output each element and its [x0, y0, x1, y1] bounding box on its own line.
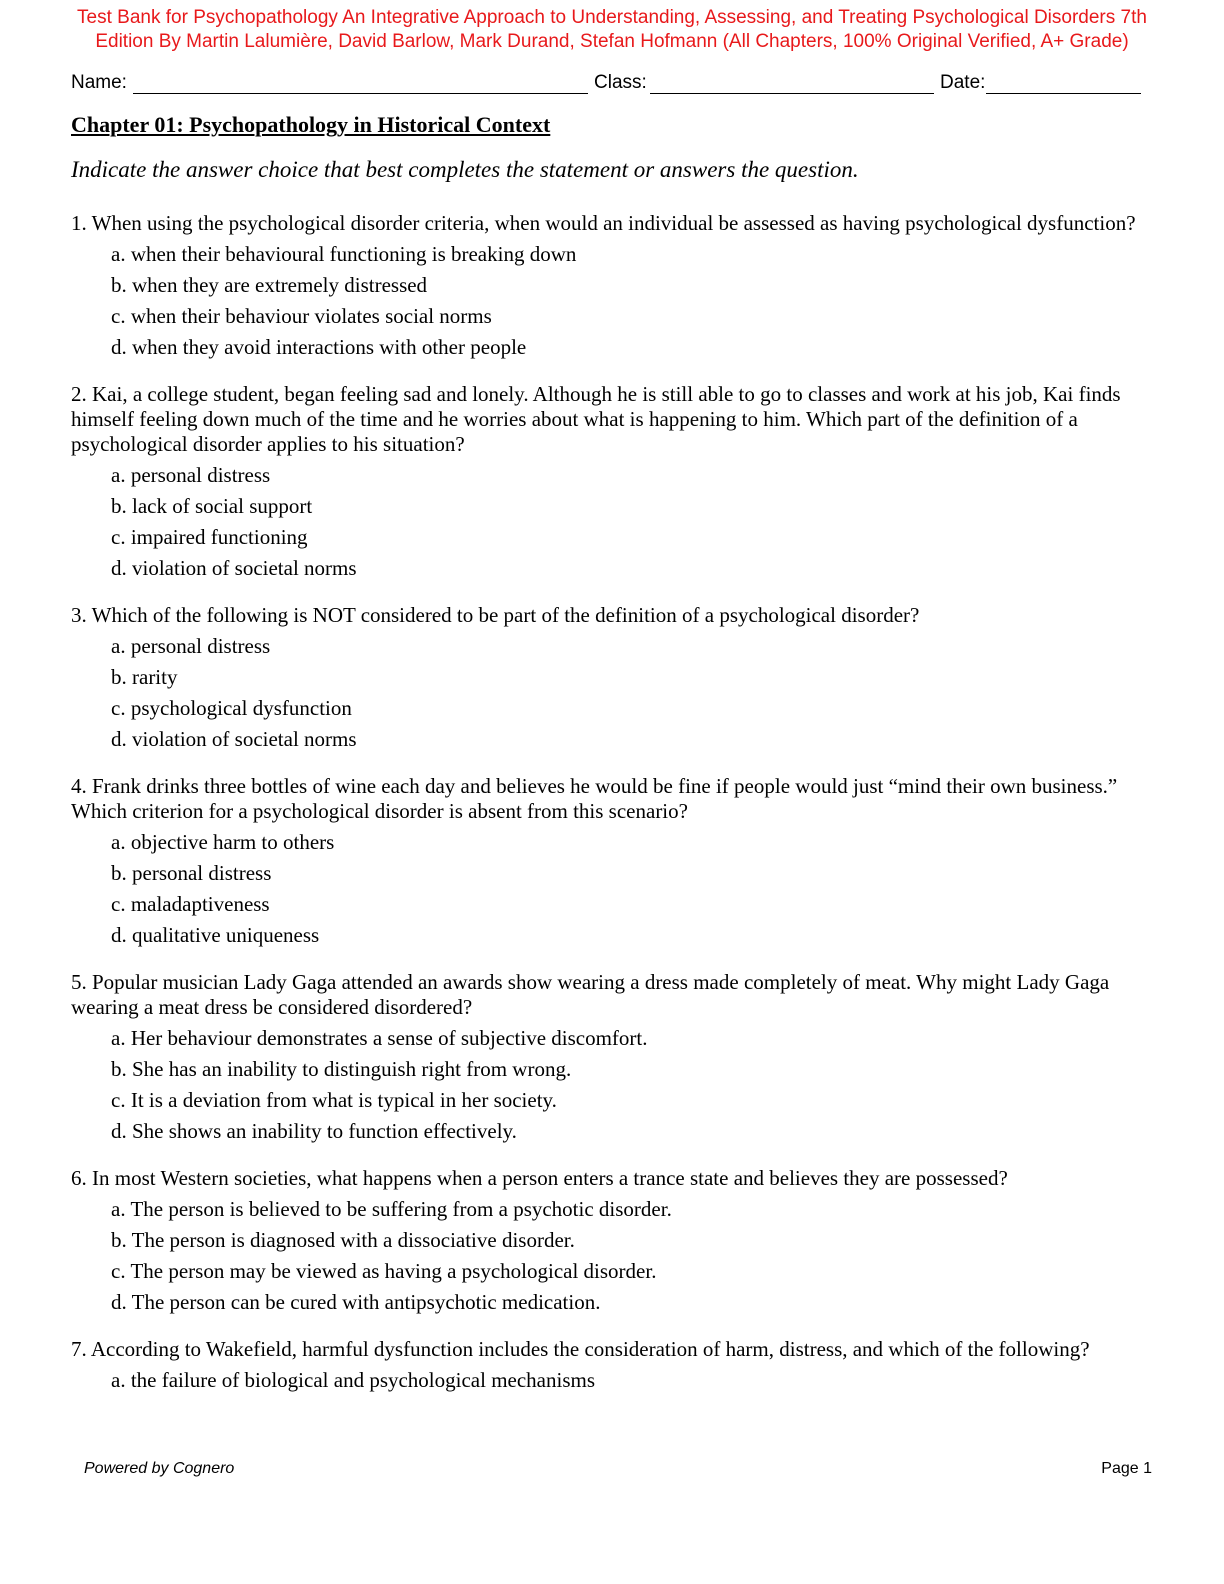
question-stem: 3. Which of the following is NOT considered to be part of the definition of a psychological disorder? — [71, 603, 920, 627]
answer-option: a. personal distress — [111, 463, 271, 487]
question-list — [71, 211, 1151, 1415]
answer-options — [71, 1023, 1151, 1147]
banner-line-1: Test Bank for Psychopathology An Integrative Approach to Understanding, Assessing, and Treating Psychological Disorders 7th — [77, 7, 1147, 28]
answer-option: a. The person is believed to be suffering from a psychotic disorder. — [111, 1197, 672, 1221]
powered-by: Powered by Cognero — [84, 1460, 235, 1477]
answer-option: d. violation of societal norms — [111, 556, 357, 580]
chapter-title: Chapter 01: Psychopathology in Historical Context — [71, 112, 551, 137]
answer-options — [71, 827, 1151, 951]
answer-option: b. The person is diagnosed with a dissociative disorder. — [111, 1228, 575, 1252]
name-field[interactable] — [133, 93, 588, 94]
answer-option: a. the failure of biological and psychological mechanisms — [111, 1368, 596, 1392]
page-number: Page 1 — [1101, 1460, 1152, 1477]
banner-line-2: Edition By Martin Lalumière, David Barlow, Mark Durand, Stefan Hofmann (All Chapters, 100% Original Verified, A+ Grade) — [95, 31, 1129, 52]
answer-options — [71, 239, 1151, 363]
date-field[interactable] — [986, 93, 1141, 94]
question-6 — [71, 1166, 1151, 1318]
question-stem: 4. Frank drinks three bottles of wine each day and believes he would be fine if people would just “mind their own business.” Which criterion for a psychological disorder is absent from this scenario? — [71, 774, 1118, 823]
student-info-row — [71, 72, 1141, 98]
answer-option: d. The person can be cured with antipsychotic medication. — [111, 1290, 601, 1314]
question-stem: 2. Kai, a college student, began feeling sad and lonely. Although he is still able to go to classes and work at his job, Kai finds himself feeling down much of the time and he worries about what is happening to him. Which part of the definition of a psychological disorder applies to his situation? — [71, 382, 1121, 456]
question-7 — [71, 1337, 1151, 1396]
answer-option: b. personal distress — [111, 861, 272, 885]
instructions: Indicate the answer choice that best completes the statement or answers the question. — [71, 157, 859, 182]
answer-option: b. She has an inability to distinguish right from wrong. — [111, 1057, 572, 1081]
question-stem: 6. In most Western societies, what happens when a person enters a trance state and believes they are possessed? — [71, 1166, 1008, 1190]
question-1 — [71, 211, 1151, 363]
answer-option: b. lack of social support — [111, 494, 313, 518]
answer-option: a. when their behavioural functioning is breaking down — [111, 242, 577, 266]
question-4 — [71, 774, 1151, 951]
answer-option: c. when their behaviour violates social norms — [111, 304, 492, 328]
answer-options — [71, 1365, 1151, 1396]
answer-options — [71, 460, 1151, 584]
class-label: Class: — [594, 72, 647, 93]
answer-options — [71, 1194, 1151, 1318]
name-label: Name: — [71, 72, 127, 93]
answer-options — [71, 631, 1151, 755]
answer-option: c. impaired functioning — [111, 525, 308, 549]
class-field[interactable] — [650, 93, 934, 94]
answer-option: b. when they are extremely distressed — [111, 273, 428, 297]
question-3 — [71, 603, 1151, 755]
answer-option: d. violation of societal norms — [111, 727, 357, 751]
answer-option: c. psychological dysfunction — [111, 696, 352, 720]
question-stem: 1. When using the psychological disorder criteria, when would an individual be assessed as having psychological dysfunction? — [71, 211, 1136, 235]
date-label: Date: — [940, 72, 986, 93]
answer-option: c. The person may be viewed as having a psychological disorder. — [111, 1259, 657, 1283]
answer-option: a. objective harm to others — [111, 830, 335, 854]
question-2 — [71, 382, 1151, 584]
answer-option: b. rarity — [111, 665, 178, 689]
answer-option: a. Her behaviour demonstrates a sense of subjective discomfort. — [111, 1026, 648, 1050]
answer-option: d. when they avoid interactions with other people — [111, 335, 527, 359]
question-stem: 5. Popular musician Lady Gaga attended an awards show wearing a dress made completely of meat. Why might Lady Gaga wearing a meat dress be considered disordered? — [71, 970, 1110, 1019]
title-banner — [40, 6, 1184, 54]
question-5 — [71, 970, 1151, 1147]
answer-option: a. personal distress — [111, 634, 271, 658]
answer-option: d. She shows an inability to function effectively. — [111, 1119, 517, 1143]
answer-option: d. qualitative uniqueness — [111, 923, 320, 947]
answer-option: c. It is a deviation from what is typical in her society. — [111, 1088, 557, 1112]
question-stem: 7. According to Wakefield, harmful dysfunction includes the consideration of harm, distress, and which of the following? — [71, 1337, 1090, 1361]
answer-option: c. maladaptiveness — [111, 892, 270, 916]
